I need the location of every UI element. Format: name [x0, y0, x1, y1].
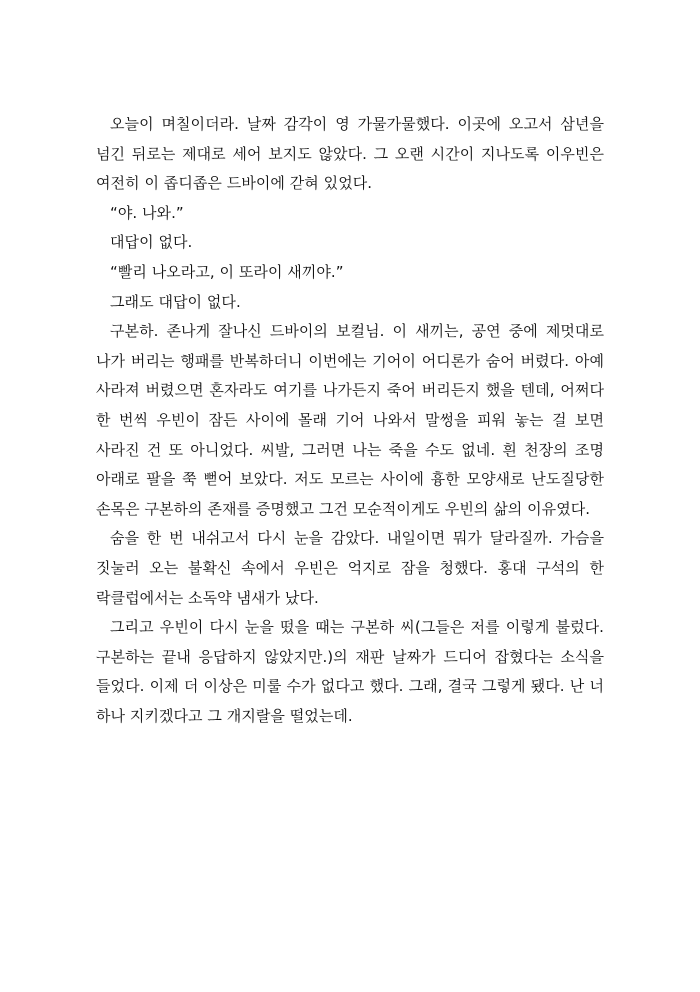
- paragraph-2: “야. 나와.”: [110, 203, 184, 222]
- paragraph-7: 숨을 한 번 내쉬고서 다시 눈을 감았다. 내일이면 뭐가 달라질까. 가슴을 짓눌러 오는 불확신 속에서 우빈은 억지로 잠을 청했다. 홍대 구석의 한 락클럽에서는 소독약 냄새가 났다.: [96, 529, 604, 607]
- document-body: [96, 110, 604, 731]
- paragraph-6: 구본하. 존나게 잘나신 드바이의 보컬님. 이 새끼는, 공연 중에 제멋대로 나가 버리는 행패를 반복하더니 이번에는 기어이 어디론가 숨어 버렸다. 아예 사라져 버렸으면 혼자라도 여기를 나가든지 죽어 버리든지 했을 텐데, 어쩌다 한 번씩 우빈이 잠든 사이에 몰래 기어 나와서 말썽을 피워 놓는 걸 보면 사라진 건 또 아니었다. 씨발, 그러면 나는 죽을 수도 없네. 흰 천장의 조명 아래로 팔을 쭉 뻗어 보았다. 저도 모르는 사이에 흉한 모양새로 난도질당한 손목은 구본하의 존재를 증명했고 그건 모순적이게도 우빈의 삶의 이유였다.: [96, 322, 604, 518]
- paragraph-4: “빨리 나오라고, 이 또라이 새끼야.”: [110, 262, 344, 281]
- paragraph-5: 그래도 대답이 없다.: [110, 292, 241, 311]
- paragraph-3: 대답이 없다.: [110, 233, 193, 252]
- paragraph-1: 오늘이 며칠이더라. 날짜 감각이 영 가물가물했다. 이곳에 오고서 삼년을 넘긴 뒤로는 제대로 세어 보지도 않았다. 그 오랜 시간이 지나도록 이우빈은 여전히 이 좁디좁은 드바이에 갇혀 있었다.: [96, 115, 604, 193]
- paragraph-8: 그리고 우빈이 다시 눈을 떴을 때는 구본하 씨(그들은 저를 이렇게 불렀다. 구본하는 끝내 응답하지 않았지만.)의 재판 날짜가 드디어 잡혔다는 소식을 들었다. 이제 더 이상은 미룰 수가 없다고 했다. 그래, 결국 그렇게 됐다. 난 너 하나 지키겠다고 그 개지랄을 떨었는데.: [96, 618, 604, 725]
